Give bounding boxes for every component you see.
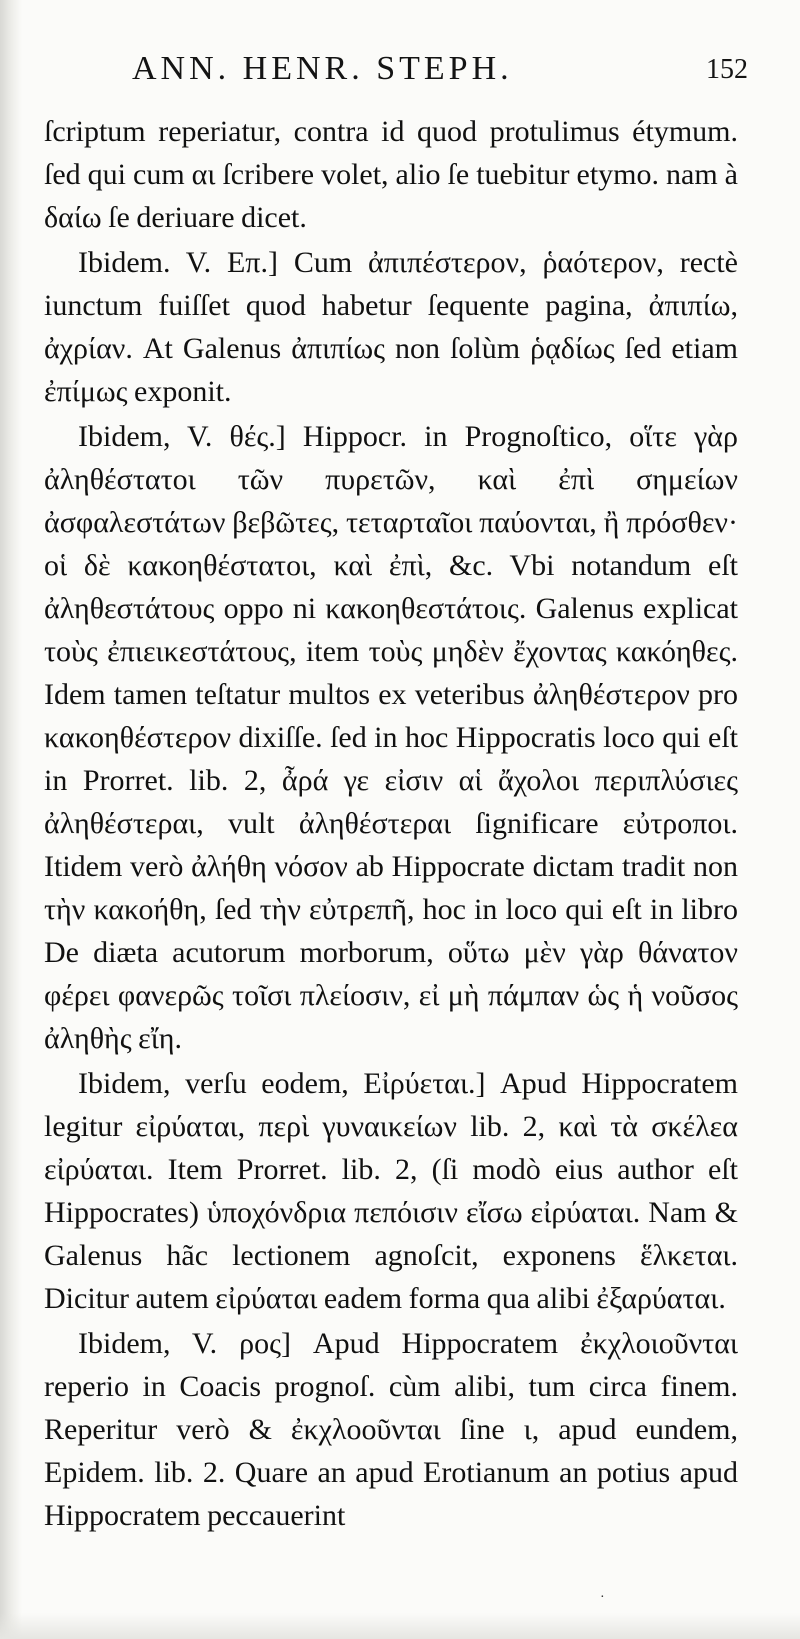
paragraph-ibidem-thes: Ibidem, V. θές.] Hippocr. in Prognoſtico, οἵτε γὰρ ἀληθέστατοι τῶν πυρετῶν, καὶ ἐπὶ σημείων ἀσφαλεστάτων βεβῶτες, τεταρταῖοι παύονται, ἢ πρόσθεν· οἱ δὲ κακοηθέστατοι, καὶ ἐπὶ, &c. Vbi notandum eſt ἀληθεστάτους oppo ni κακοηθεστάτοις. Galenus explicat τοὺς ἐπιεικεστάτους, item τοὺς μηδὲν ἔχοντας κακόηθες. Idem tamen teſtatur multos ex veteribus ἀληθέστερον pro κακοηθέστερον dixiſſe. ſed in hoc Hippocratis loco qui eſt in Prorret. lib. 2, ἆρά γε εἰσιν αἱ ἄχολοι περιπλύσιες ἀληθέστεραι, vult ἀληθέστεραι ſignificare εὐτροποι. Itidem verò ἀλήθη νόσον ab Hippocrate dictam tradit non τὴν κακοήθη, ſed τὴν εὐτρεπῆ, hoc in loco qui eſt in libro De diæta acutorum morborum, οὕτω μὲν γὰρ θάνατον φέρει φανερῶς τοῖσι πλείοσιν, εἰ μὴ πάμπαν ὡς ἡ νοῦσος ἀληθὴς εἴη. <box>44 420 738 1055</box>
paragraph-ibidem-eiryetai: Ibidem, verſu eodem, Εἰρύεται.] Apud Hippocratem legitur εἰρύαται, περὶ γυναικείων lib. 2, καὶ τὰ σκέλεα εἰρύαται. Item Prorret. lib. 2, (ſi modò eius author eſt Hippocrates) ὑποχόνδρια πεπόισιν εἴσω εἰρύαται. Nam & Galenus hãc lectionem agnoſcit, exponens ἕλκεται. Dicitur autem εἰρύαται eadem forma qua alibi ἐξαρύαται. <box>44 1067 738 1315</box>
gutter-shadow <box>0 0 22 1639</box>
running-head: ANN. HENR. STEPH. <box>132 50 513 87</box>
main-text <box>44 110 738 1537</box>
printer-mark: · <box>600 1590 605 1605</box>
page-header <box>40 50 748 96</box>
paragraph-ibidem-ep: Ibidem. V. Επ.] Cum ἀπιπέστερον, ῥαότερον, rectè iunctum fuiſſet quod habetur ſequente pagina, ἀπιπίω, ἀχρίαν. At Galenus ἀπιπίως non ſolùm ῥᾳδίως ſed etiam ἐπίμως exponit. <box>44 246 738 408</box>
paragraph-continued: ſcriptum reperiatur, contra id quod protulimus étymum. ſed qui cum αι ſcribere volet, alio ſe tuebitur etymo. nam à δαίω ſe deriuare dicet. <box>44 115 738 234</box>
page-number: 152 <box>706 54 748 85</box>
paragraph-ibidem-ros: Ibidem, V. ρος] Apud Hippocratem ἐκχλοιοῦνται reperio in Coacis prognoſ. cùm alibi, tum circa finem. Reperitur verò & ἐκχλοοῦνται ſine ι, apud eundem, Epidem. lib. 2. Quare an apud Erotianum an potius apud Hippocratem peccauerint <box>44 1327 738 1532</box>
bottom-shadow <box>0 1613 800 1639</box>
